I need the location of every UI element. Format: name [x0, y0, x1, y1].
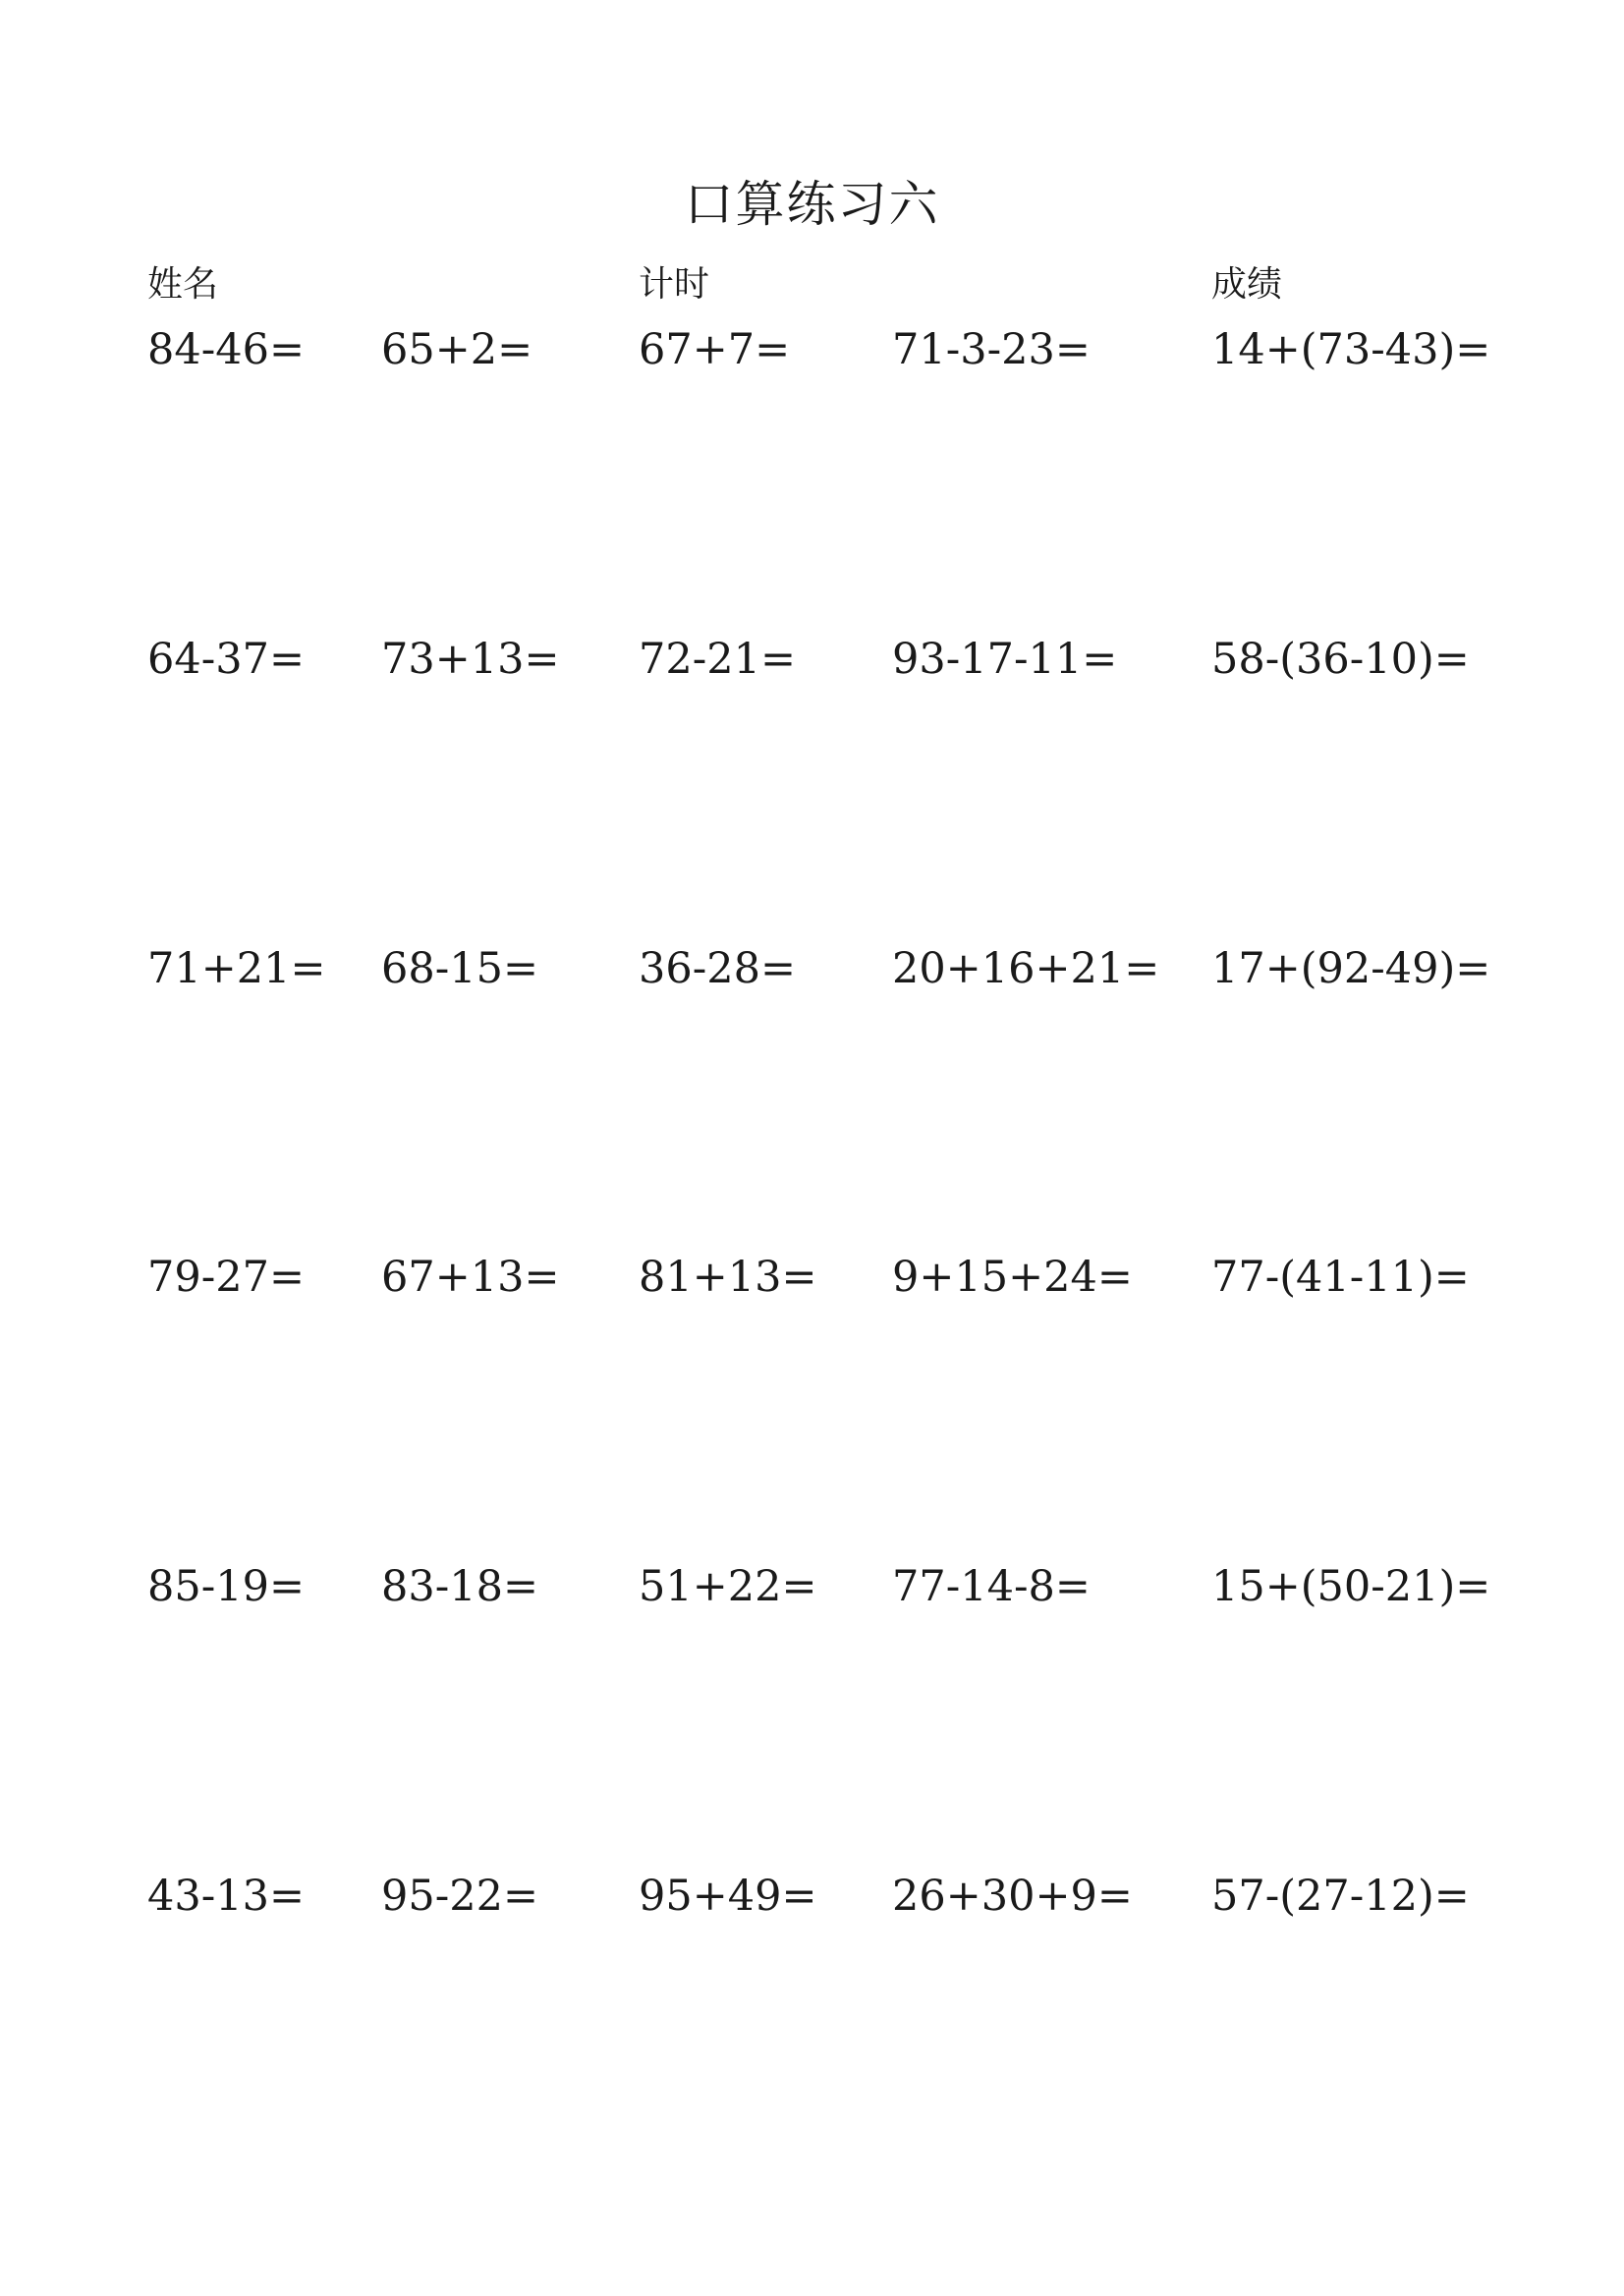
- problem-item: 65+2=: [381, 325, 533, 374]
- problem-item: 77-(41-11)=: [1211, 1253, 1470, 1302]
- problem-item: 15+(50-21)=: [1211, 1562, 1491, 1611]
- problem-item: 71+21=: [147, 944, 326, 993]
- problem-item: 9+15+24=: [892, 1253, 1133, 1302]
- problem-item: 79-27=: [147, 1253, 305, 1302]
- problem-item: 64-37=: [147, 635, 305, 684]
- problem-item: 81+13=: [639, 1253, 817, 1302]
- problem-item: 68-15=: [381, 944, 538, 993]
- problem-item: 84-46=: [147, 325, 305, 374]
- name-label: 姓名: [147, 264, 219, 305]
- problem-item: 93-17-11=: [892, 635, 1118, 684]
- problem-item: 26+30+9=: [892, 1872, 1133, 1921]
- problem-row: [0, 939, 1624, 998]
- problem-item: 58-(36-10)=: [1211, 635, 1470, 684]
- problem-row: [0, 1867, 1624, 1926]
- problem-item: 73+13=: [381, 635, 560, 684]
- score-label: 成绩: [1211, 264, 1283, 305]
- problem-item: 95+49=: [639, 1872, 817, 1921]
- problem-item: 36-28=: [639, 944, 796, 993]
- problem-item: 43-13=: [147, 1872, 305, 1921]
- page-title: 口算练习六: [684, 176, 940, 233]
- problem-item: 51+22=: [639, 1562, 817, 1611]
- problem-item: 72-21=: [639, 635, 796, 684]
- problem-row: [0, 320, 1624, 379]
- problem-item: 95-22=: [381, 1872, 538, 1921]
- problem-row: [0, 1557, 1624, 1616]
- problem-item: 83-18=: [381, 1562, 538, 1611]
- problem-row: [0, 630, 1624, 689]
- problem-item: 67+7=: [639, 325, 791, 374]
- problem-item: 71-3-23=: [892, 325, 1091, 374]
- problem-item: 77-14-8=: [892, 1562, 1091, 1611]
- problem-item: 85-19=: [147, 1562, 305, 1611]
- problem-item: 14+(73-43)=: [1211, 325, 1491, 374]
- problem-row: [0, 1248, 1624, 1307]
- problem-item: 17+(92-49)=: [1211, 944, 1491, 993]
- problem-item: 20+16+21=: [892, 944, 1160, 993]
- problem-item: 67+13=: [381, 1253, 560, 1302]
- problem-item: 57-(27-12)=: [1211, 1872, 1470, 1921]
- time-label: 计时: [639, 264, 710, 305]
